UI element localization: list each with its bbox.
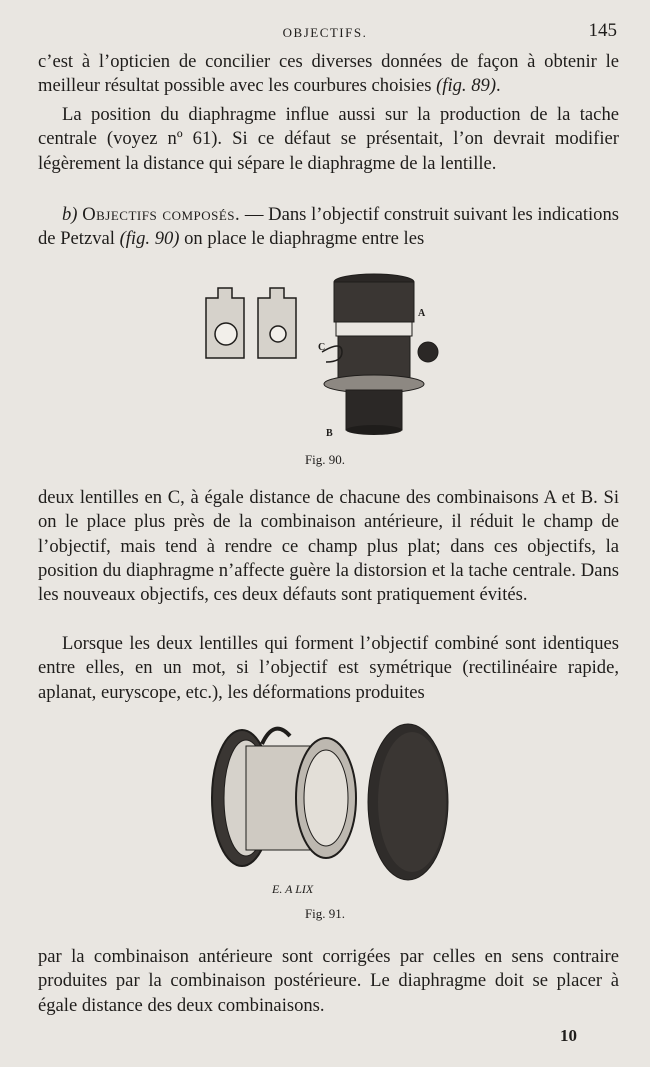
- paragraph-1-text: c’est à l’opticien de concilier ces diverses données de façon à obtenir le meilleur résultat possible avec les courbures choisies: [38, 51, 619, 97]
- paragraph-6: par la combinaison antérieure sont corrigées par celles en sens contraire produites par la combinaison postérieure. Le diaphragme doit se placer à égale distance des deux combinaisons.: [38, 946, 619, 1016]
- diaphragm-plate-small-aperture-icon: [258, 288, 296, 358]
- figure-ref-89: (fig. 89): [436, 75, 497, 97]
- label-c: C: [318, 342, 326, 353]
- symmetric-lens-mount-icon: [212, 729, 356, 866]
- petzval-lens-barrel-icon: [322, 274, 438, 435]
- paragraph-2: La position du diaphragme influe aussi sur la production de la tache centrale (voyez nº 61). Si ce défaut se présentait, l’on devrait modifier légèrement la distance qui sépare le diaphragme de la lentille.: [38, 104, 619, 174]
- engraver-signature-text: E. A LIX: [272, 882, 314, 896]
- sheet-number: 10: [560, 1026, 577, 1045]
- paragraph-1-end: .: [496, 75, 501, 97]
- figure-90-caption: Fig. 90.: [304, 452, 346, 467]
- paragraph-5: Lorsque les deux lentilles qui forment l’objectif combiné sont identiques entre elles, en un mot, si l’objectif est symétrique (rectilinéaire rapide, aplanat, euryscope, etc.), les déformations produites: [38, 633, 619, 703]
- paragraph-4: deux lentilles en C, à égale distance de chacune des combinaisons A et B. Si on le place plus près de la combinaison antérieure, il réduit le champ de l’objectif, mais tend à rendre ce champ plus plat; dans ces objectifs, la position du diaphragme n’affecte guère la distorsion et la tache centrale. Dans les nouveaux objectifs, ces deux défauts sont pratiquement évités.: [38, 487, 619, 606]
- label-a: A: [418, 308, 426, 319]
- running-head: [0, 20, 650, 44]
- running-title: OBJECTIFS.: [282, 25, 368, 40]
- figure-90-illustration: [196, 268, 456, 446]
- page-number: 145: [588, 20, 617, 41]
- lens-cap-icon: [368, 724, 448, 880]
- label-b: B: [326, 428, 333, 439]
- figure-91-illustration: [200, 722, 452, 892]
- section-heading: Objectifs composés.: [82, 204, 241, 225]
- figure-ref-90: (fig. 90): [119, 228, 180, 250]
- paragraph-3-text-a: — Dans l’objectif construit suivant les indications de Petzval: [38, 204, 619, 250]
- paragraph-1: [38, 50, 619, 99]
- engraver-signature: [272, 880, 344, 902]
- paragraph-3-text-b: on place le diaphragme entre les: [179, 228, 425, 250]
- figure-91-caption: Fig. 91.: [304, 906, 346, 921]
- paragraph-3: [38, 203, 619, 252]
- diaphragm-plate-icon: [206, 288, 244, 358]
- section-label: b): [62, 204, 78, 225]
